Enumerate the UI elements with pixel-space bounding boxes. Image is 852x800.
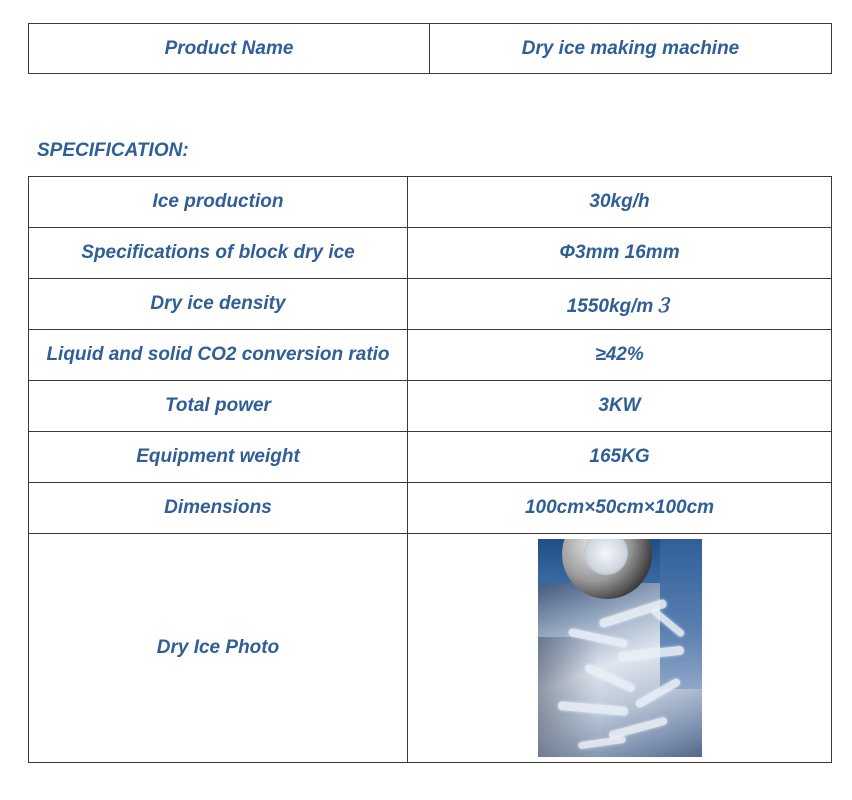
product-name-value: Dry ice making machine: [430, 24, 832, 74]
spec-row-photo: [29, 534, 832, 763]
photo-label: Dry Ice Photo: [29, 534, 408, 763]
spec-value: 3KW: [408, 381, 832, 432]
spec-label: Dimensions: [29, 483, 408, 534]
spec-label: Ice production: [29, 177, 408, 228]
photo-shadow: [538, 637, 598, 757]
photo-cell: [408, 534, 832, 763]
spec-row-conversion-ratio: [29, 330, 832, 381]
machine-frame-side: [660, 539, 702, 689]
spec-label: Dry ice density: [29, 279, 408, 330]
spec-value: ≥42%: [408, 330, 832, 381]
pellet: [634, 677, 681, 709]
spec-row-total-power: [29, 381, 832, 432]
spec-row-ice-production: [29, 177, 832, 228]
spec-value: 30kg/h: [408, 177, 832, 228]
spec-value: 165KG: [408, 432, 832, 483]
spec-label: Equipment weight: [29, 432, 408, 483]
product-name-label: Product Name: [29, 24, 430, 74]
spec-row-block-spec: [29, 228, 832, 279]
spec-label: Total power: [29, 381, 408, 432]
spec-row-equipment-weight: [29, 432, 832, 483]
spec-value: 1550kg/m３: [408, 279, 832, 330]
spec-label: Liquid and solid CO2 conversion ratio: [29, 330, 408, 381]
spec-row-density: [29, 279, 832, 330]
specification-heading: SPECIFICATION:: [37, 140, 189, 161]
specification-table: [28, 176, 832, 763]
spec-value: 100cm×50cm×100cm: [408, 483, 832, 534]
dry-ice-photo: [538, 539, 702, 757]
spec-row-dimensions: [29, 483, 832, 534]
spec-label: Specifications of block dry ice: [29, 228, 408, 279]
spec-value: Φ3mm 16mm: [408, 228, 832, 279]
product-name-row: [29, 24, 832, 74]
product-name-table: [28, 23, 832, 74]
